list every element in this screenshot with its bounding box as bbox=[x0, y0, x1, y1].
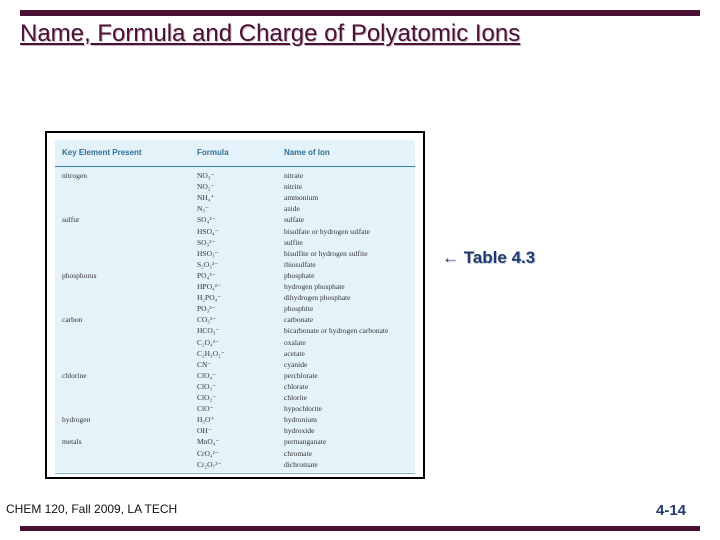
key-element-cell: carbon bbox=[62, 315, 83, 325]
table-row bbox=[55, 349, 415, 360]
formula-cell: ClO₂⁻ bbox=[197, 393, 217, 402]
formula-cell: Cr₂O₇²⁻ bbox=[197, 459, 222, 469]
formula-cell: PO₃³⁻ bbox=[197, 304, 216, 314]
ion-name-cell: hydrogen phosphate bbox=[284, 282, 345, 291]
table-row bbox=[55, 449, 415, 460]
table-row bbox=[55, 238, 415, 249]
table-row bbox=[55, 282, 415, 293]
table-row bbox=[55, 326, 415, 337]
table-row bbox=[55, 204, 415, 215]
table-header bbox=[55, 146, 415, 167]
key-element-cell: phosphorus bbox=[62, 270, 97, 280]
table-row bbox=[55, 260, 415, 271]
ion-name-cell: bicarbonate or hydrogen carbonate bbox=[284, 326, 389, 336]
ion-name-cell: chromate bbox=[284, 448, 312, 458]
table-body bbox=[55, 171, 415, 474]
header-formula: Formula bbox=[197, 148, 229, 157]
table-row bbox=[55, 371, 415, 382]
formula-cell: CrO₄²⁻ bbox=[197, 448, 219, 458]
formula-cell: HSO₃⁻ bbox=[197, 248, 219, 258]
ion-name-cell: dihydrogen phosphate bbox=[284, 293, 351, 303]
table-image-frame bbox=[45, 131, 425, 479]
course-footer: CHEM 120, Fall 2009, LA TECH bbox=[6, 502, 178, 516]
formula-cell: NH₄⁺ bbox=[197, 193, 215, 203]
ion-name-cell: hydronium bbox=[284, 415, 317, 425]
formula-cell: NO₃⁻ bbox=[197, 171, 215, 180]
ion-name-cell: hypochlorite bbox=[284, 404, 322, 414]
formula-cell: MnO₄⁻ bbox=[197, 437, 220, 447]
table-row bbox=[55, 382, 415, 393]
formula-cell: C₂H₃O₂⁻ bbox=[197, 348, 225, 358]
table-row bbox=[55, 293, 415, 304]
ion-name-cell: phosphite bbox=[284, 304, 314, 314]
formula-cell: S₂O₃²⁻ bbox=[197, 259, 219, 269]
ion-name-cell: phosphate bbox=[284, 270, 315, 280]
key-element-cell: metals bbox=[62, 437, 82, 447]
table-row bbox=[55, 338, 415, 349]
formula-cell: HSO₄⁻ bbox=[197, 226, 219, 236]
ion-name-cell: bisulfite or hydrogen sulfite bbox=[284, 248, 368, 258]
table-row bbox=[55, 215, 415, 226]
formula-cell: CN⁻ bbox=[197, 359, 212, 369]
formula-cell: HCO₃⁻ bbox=[197, 326, 220, 336]
ion-name-cell: cyanide bbox=[284, 359, 308, 369]
formula-cell: ClO⁻ bbox=[197, 404, 214, 414]
header-name-of-ion: Name of Ion bbox=[284, 148, 330, 157]
table-row bbox=[55, 193, 415, 204]
ion-name-cell: oxalate bbox=[284, 337, 306, 347]
ion-name-cell: chlorate bbox=[284, 381, 309, 391]
table-row bbox=[55, 227, 415, 238]
table-row bbox=[55, 271, 415, 282]
key-element-cell: nitrogen bbox=[62, 171, 87, 180]
table-row bbox=[55, 249, 415, 260]
table-row bbox=[55, 415, 415, 426]
key-element-cell: chlorine bbox=[62, 370, 87, 380]
key-element-cell: sulfur bbox=[62, 215, 80, 225]
table-caption: ← Table 4.3 bbox=[442, 248, 536, 267]
table-row bbox=[55, 404, 415, 415]
polyatomic-ions-table bbox=[55, 140, 415, 472]
ion-name-cell: bisulfate or hydrogen sulfate bbox=[284, 226, 371, 236]
table-row bbox=[55, 460, 415, 471]
ion-name-cell: nitrite bbox=[284, 182, 302, 192]
formula-cell: PO₄³⁻ bbox=[197, 270, 216, 280]
table-row bbox=[55, 437, 415, 448]
table-row bbox=[55, 315, 415, 326]
slide-title: Name, Formula and Charge of Polyatomic Ions bbox=[20, 20, 521, 47]
formula-cell: ClO₄⁻ bbox=[197, 370, 217, 380]
table-row bbox=[55, 182, 415, 193]
formula-cell: SO₄²⁻ bbox=[197, 215, 216, 225]
formula-cell: N₃⁻ bbox=[197, 204, 209, 214]
ion-name-cell: azide bbox=[284, 204, 300, 214]
page-number: 4-14 bbox=[656, 502, 687, 519]
formula-cell: NO₂⁻ bbox=[197, 182, 215, 192]
header-key-element: Key Element Present bbox=[62, 148, 142, 157]
table-row bbox=[55, 360, 415, 371]
ion-name-cell: sulfate bbox=[284, 215, 304, 225]
top-accent-bar bbox=[20, 10, 700, 16]
ion-name-cell: carbonate bbox=[284, 315, 314, 325]
ion-name-cell: nitrate bbox=[284, 171, 304, 180]
table-row bbox=[55, 171, 415, 182]
ion-name-cell: dichromate bbox=[284, 459, 318, 469]
formula-cell: H₃O⁺ bbox=[197, 415, 215, 425]
formula-cell: HPO₄²⁻ bbox=[197, 282, 221, 291]
ion-name-cell: perchlorate bbox=[284, 370, 318, 380]
ion-name-cell: acetate bbox=[284, 348, 305, 358]
table-row bbox=[55, 304, 415, 315]
formula-cell: H₂PO₄⁻ bbox=[197, 293, 222, 303]
ion-name-cell: permanganate bbox=[284, 437, 327, 447]
formula-cell: OH⁻ bbox=[197, 426, 212, 436]
ion-name-cell: thiosulfate bbox=[284, 259, 316, 269]
ion-name-cell: chlorite bbox=[284, 393, 307, 402]
table-row bbox=[55, 393, 415, 404]
bottom-accent-bar bbox=[20, 526, 700, 531]
formula-cell: CO₃²⁻ bbox=[197, 315, 217, 325]
ion-name-cell: hydroxide bbox=[284, 426, 315, 436]
formula-cell: SO₃²⁻ bbox=[197, 237, 216, 247]
ion-name-cell: sulfite bbox=[284, 237, 303, 247]
ion-name-cell: ammonium bbox=[284, 193, 319, 203]
table-row bbox=[55, 426, 415, 437]
key-element-cell: hydrogen bbox=[62, 415, 91, 425]
formula-cell: ClO₃⁻ bbox=[197, 381, 217, 391]
formula-cell: C₂O₄²⁻ bbox=[197, 337, 219, 347]
